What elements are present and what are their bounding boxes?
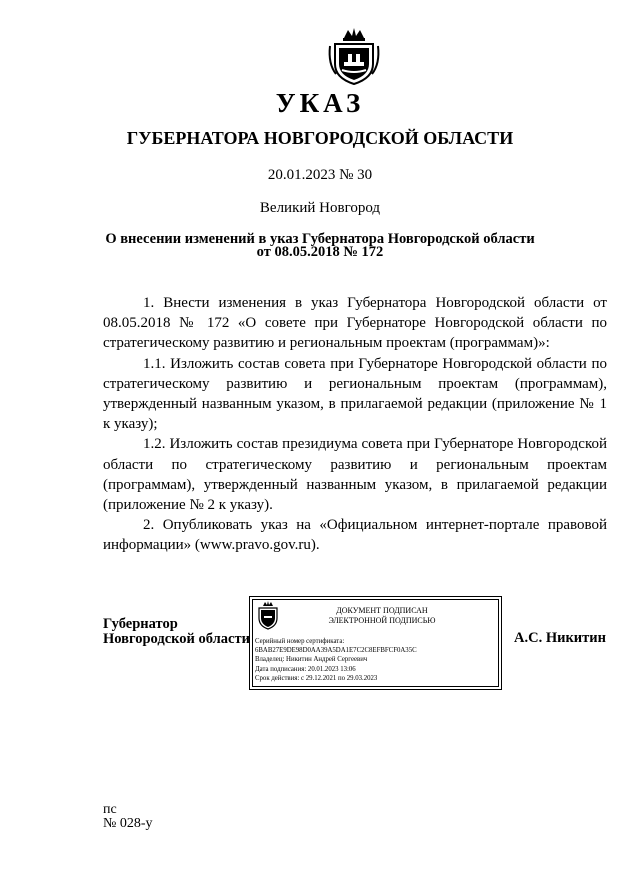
signatory-position bbox=[103, 617, 250, 647]
stamp-cert-serial: 6BAB27E9DE98D0AA39A5DA1E7C2C8EFBFCF0A35C bbox=[255, 647, 417, 655]
document-heading-line1: О внесении изменений в указ Губернатора Новгородской области bbox=[105, 231, 535, 247]
document-body bbox=[103, 293, 607, 556]
paragraph-1-1: 1.1. Изложить состав совета при Губернаторе Новгородской области по стратегическому развитию и региональным проектам (программам), утвержденный названным указом, в прилагаемой редакции (приложение № 1 к указу); bbox=[103, 355, 607, 433]
paragraph-1-2: 1.2. Изложить состав президиума совета при Губернаторе Новгородской области по стратегическому развитию и региональным проектам (программам), утвержденный названным указом, в прилагаемой редакции (приложение № 2 к указу). bbox=[103, 436, 607, 514]
stamp-cert-label: Серийный номер сертификата: bbox=[255, 638, 345, 645]
stamp-validity: Срок действия: с 29.12.2021 по 29.03.2023 bbox=[255, 674, 378, 682]
electronic-signature-stamp bbox=[249, 596, 502, 690]
document-type-title: УКАЗ bbox=[275, 88, 365, 118]
document-heading-line2: от 08.05.2018 № 172 bbox=[256, 244, 384, 260]
footer-line2: № 028-у bbox=[103, 816, 153, 831]
place-of-issue: Великий Новгород bbox=[259, 200, 381, 216]
signer-name: А.С. Никитин bbox=[514, 630, 606, 646]
stamp-owner: Владелец: Никитин Андрей Сергеевич bbox=[255, 656, 368, 664]
signatory-position-line2: Новгородской области bbox=[103, 631, 250, 647]
coat-of-arms-icon bbox=[326, 24, 382, 86]
issuer-subtitle: ГУБЕРНАТОРА НОВГОРОДСКОЙ ОБЛАСТИ bbox=[126, 128, 514, 148]
footer-line1: пс bbox=[103, 802, 117, 817]
document-heading bbox=[0, 233, 640, 259]
date-and-number: 20.01.2023 № 30 bbox=[267, 167, 373, 183]
stamp-header-line1: ДОКУМЕНТ ПОДПИСАН bbox=[336, 606, 428, 615]
stamp-signed-date: Дата подписания: 20.01.2023 13:06 bbox=[255, 665, 356, 673]
stamp-header bbox=[282, 606, 482, 626]
stamp-details bbox=[255, 637, 417, 683]
footer-note bbox=[103, 803, 153, 831]
paragraph-2: 2. Опубликовать указ на «Официальном интернет-портале правовой информации» (www.pravo.gov.ru). bbox=[103, 517, 607, 554]
signatory-position-line1: Губернатор bbox=[103, 616, 178, 632]
paragraph-1: 1. Внести изменения в указ Губернатора Новгородской области от 08.05.2018 № 172 «О совете при Губернаторе Новгородской области по стратегическому развитию и региональным проектам (программам)»: bbox=[103, 295, 607, 352]
stamp-header-line2: ЭЛЕКТРОННОЙ ПОДПИСЬЮ bbox=[328, 616, 436, 625]
stamp-coat-of-arms-icon bbox=[256, 601, 280, 631]
